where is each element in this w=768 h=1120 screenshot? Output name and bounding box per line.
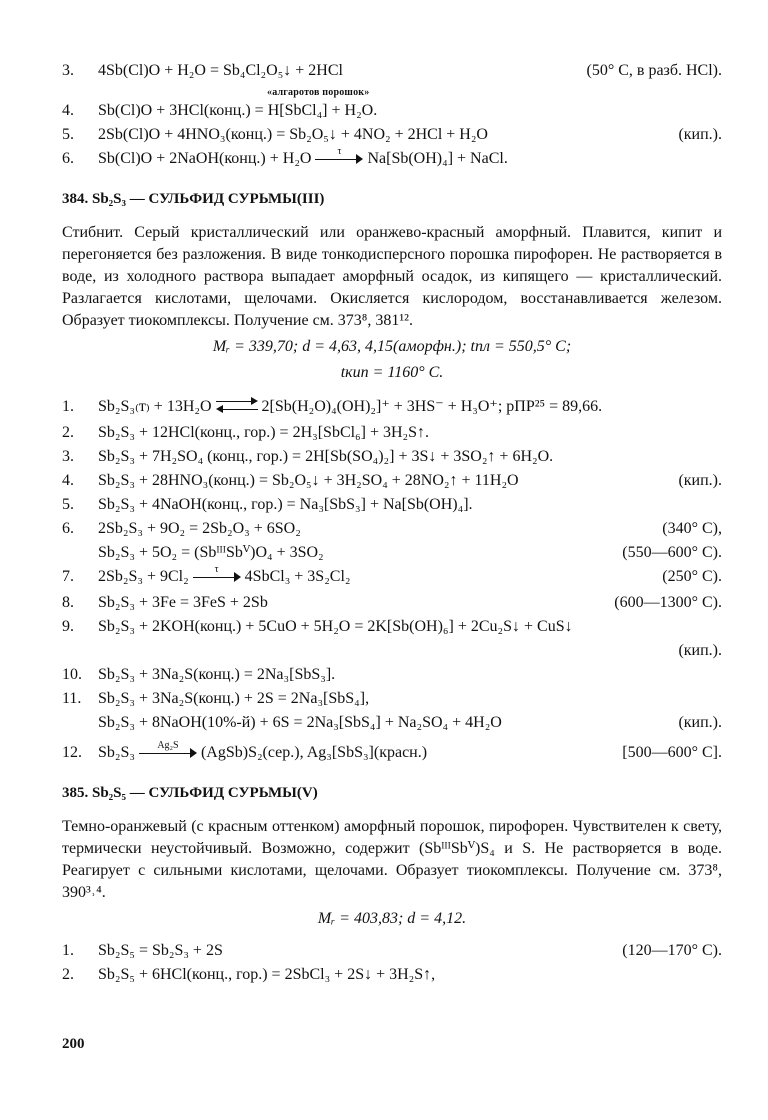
equation-row — [62, 100, 722, 124]
arrow-label: Ag₂S — [157, 740, 179, 752]
equation-row — [62, 592, 722, 616]
equation-row — [62, 688, 722, 712]
equation-condition: (кип.). — [678, 472, 722, 489]
equation-number: 1. — [62, 398, 74, 415]
equation-text: Sb₂S₃ + 7H₂SO₄ (конц., гор.) = 2H[Sb(SO₄)₂] + 3S↓ + 3SO₂↑ + 6H₂O. — [98, 448, 554, 465]
equation-row — [62, 640, 722, 664]
properties-line — [62, 362, 722, 388]
equation-left: Sb₂S₃ — [98, 744, 135, 761]
section-description: Темно-оранжевый (с красным оттенком) аморфный порошок, пирофорен. Чувствителен к свету, термически неустойчивый. Возможно, содержит (SbᴵᴵᴵSbⱽ)S₄ и S. Не растворяется в воде. Реагирует с сильными кислотами, щелочами. Образует тиокомплексы. Получение см. 373⁸, 390³˒⁴. — [62, 818, 722, 901]
equation-row — [62, 148, 722, 174]
equation-row — [62, 396, 722, 422]
heat-arrow — [193, 564, 241, 586]
page-number: 200 — [62, 1036, 85, 1052]
equation-row — [62, 60, 722, 86]
equation-row — [62, 712, 722, 736]
equation-condition: (кип.). — [678, 126, 722, 143]
equation-condition: (120—170° C). — [622, 942, 722, 959]
equation-text: Sb₂S₃ + 4NaOH(конц., гор.) = Na₃[SbS₃] + Na[Sb(OH)₄]. — [98, 496, 473, 513]
arrow-label: τ — [337, 146, 342, 158]
equation-row — [62, 518, 722, 542]
page-content — [62, 60, 722, 988]
equation-number: 7. — [62, 568, 74, 585]
equation-condition: (250° C). — [662, 568, 722, 585]
equation-note-row — [62, 86, 722, 100]
equation-text: 4Sb(Cl)O + H₂O = Sb₄Cl₂O₅↓ + 2HCl — [98, 62, 343, 79]
equation-right: 4SbCl₃ + 3S₂Cl₂ — [244, 568, 351, 585]
properties-line — [62, 336, 722, 362]
equation-text: Sb(Cl)O + 3HCl(конц.) = H[SbCl₄] + H₂O. — [98, 102, 378, 119]
equation-row — [62, 470, 722, 494]
equation-number: 11. — [62, 690, 82, 707]
equation-row — [62, 542, 722, 566]
equation-text: Sb₂S₃ + 2KOH(конц.) + 5CuO + 5H₂O = 2K[Sb(OH)₆] + 2Cu₂S↓ + CuS↓ — [98, 618, 573, 635]
equation-row — [62, 494, 722, 518]
properties-text: tкип = 1160° C. — [340, 364, 444, 381]
section-description: Стибнит. Серый кристаллический или оранжево-красный аморфный. Плавится, кипит и перегоняется без разложения. В виде тонкодисперсного порошка пирофорен. Не растворяется в воде, из холодного раствора выпадает аморфный осадок, из кипящего — кристаллический. Разлагается кислотами, щелочами. Окисляется кислородом, восстанавливается железом. Образует тиокомплексы. Получение см. 373⁸, 381¹². — [62, 224, 722, 329]
equation-number: 3. — [62, 448, 74, 465]
equation-number: 2. — [62, 424, 74, 441]
equation-text — [98, 742, 427, 764]
equation-condition: (50° C, в разб. HCl). — [586, 62, 722, 79]
equation-right: 2[Sb(H₂O)₄(OH)₂]⁺ + 3HS⁻ + H₃O⁺; pПР²⁵ = 89,66. — [261, 398, 603, 415]
equation-condition: (600—1300° C). — [614, 594, 722, 611]
equation-number: 4. — [62, 102, 74, 119]
heat-arrow — [315, 146, 363, 168]
equation-number: 8. — [62, 594, 74, 611]
equation-number: 1. — [62, 942, 74, 959]
equation-right: Na[Sb(OH)₄] + NaCl. — [367, 150, 508, 167]
equation-row — [62, 964, 722, 988]
equation-text: 2Sb(Cl)O + 4HNO₃(конц.) = Sb₂O₅↓ + 4NO₂ + 2HCl + H₂O — [98, 126, 488, 143]
equation-row — [62, 446, 722, 470]
section-heading: 384. Sb₂S₃ — СУЛЬФИД СУРЬМЫ(III) — [62, 191, 325, 207]
equation-number: 4. — [62, 472, 74, 489]
equation-right: (AgSb)S₂(сер.), Ag₃[SbS₃](красн.) — [200, 744, 428, 761]
equation-text: Sb₂S₃ + 12HCl(конц., гор.) = 2H₃[SbCl₆] + 3H₂S↑. — [98, 424, 430, 441]
reversible-arrow — [216, 399, 258, 415]
section-heading: 385. Sb₂S₅ — СУЛЬФИД СУРЬМЫ(V) — [62, 785, 318, 801]
equation-text: Sb₂S₃ + 28HNO₃(конц.) = Sb₂O₅↓ + 3H₂SO₄ + 28NO₂↑ + 11H₂O — [98, 472, 519, 489]
equation-number: 9. — [62, 618, 74, 635]
equation-number: 6. — [62, 150, 74, 167]
equation-condition: [500—600° C]. — [622, 744, 722, 761]
equation-row — [62, 940, 722, 964]
equation-text — [98, 396, 602, 418]
equation-number: 5. — [62, 496, 74, 513]
equation-text: Sb₂S₃ + 3Fe = 3FeS + 2Sb — [98, 594, 268, 611]
equation-condition: (550—600° C). — [622, 544, 722, 561]
equation-row — [62, 124, 722, 148]
equation-text: Sb₂S₅ = Sb₂S₃ + 2S — [98, 942, 223, 959]
equation-row — [62, 742, 722, 768]
equation-row — [62, 566, 722, 592]
equation-number: 6. — [62, 520, 74, 537]
equation-text: Sb₂S₃ + 3Na₂S(конц.) = 2Na₃[SbS₃]. — [98, 666, 336, 683]
properties-text: Mᵣ = 403,83; d = 4,12. — [317, 910, 467, 927]
equation-text: Sb₂S₅ + 6HCl(конц., гор.) = 2SbCl₃ + 2S↓ + 3H₂S↑, — [98, 966, 436, 983]
reagent-arrow — [139, 740, 197, 762]
equation-row — [62, 664, 722, 688]
equation-number: 5. — [62, 126, 74, 143]
equation-text — [98, 148, 508, 170]
equation-text: Sb₂S₃ + 8NaOH(10%-й) + 6S = 2Na₃[SbS₄] + Na₂SO₄ + 4H₂O — [98, 714, 502, 731]
equation-text: Sb₂S₃ + 5O₂ = (SbᴵᴵᴵSbⱽ)O₄ + 3SO₂ — [98, 544, 324, 561]
equation-condition: (340° C), — [662, 520, 722, 537]
properties-line — [62, 908, 722, 934]
equation-number: 12. — [62, 744, 82, 761]
equation-row — [62, 616, 722, 640]
equation-row — [62, 422, 722, 446]
arrow-label: τ — [214, 564, 219, 576]
equation-condition: (кип.). — [678, 642, 722, 659]
equation-left: 2Sb₂S₃ + 9Cl₂ — [98, 568, 189, 585]
equation-text — [98, 566, 350, 588]
equation-number: 3. — [62, 62, 74, 79]
equation-note: «алгаротов порошок» — [267, 87, 370, 98]
properties-text: Mᵣ = 339,70; d = 4,63, 4,15(аморфн.); tпл = 550,5° C; — [212, 338, 572, 355]
equation-text: Sb₂S₃ + 3Na₂S(конц.) + 2S = 2Na₃[SbS₄], — [98, 690, 370, 707]
equation-left: Sb(Cl)O + 2NaOH(конц.) + H₂O — [98, 150, 312, 167]
equation-left: Sb₂S₃₍т₎ + 13H₂O — [98, 398, 212, 415]
equation-condition: (кип.). — [678, 714, 722, 731]
equation-number: 2. — [62, 966, 74, 983]
equation-text: 2Sb₂S₃ + 9O₂ = 2Sb₂O₃ + 6SO₂ — [98, 520, 301, 537]
equation-number: 10. — [62, 666, 82, 683]
